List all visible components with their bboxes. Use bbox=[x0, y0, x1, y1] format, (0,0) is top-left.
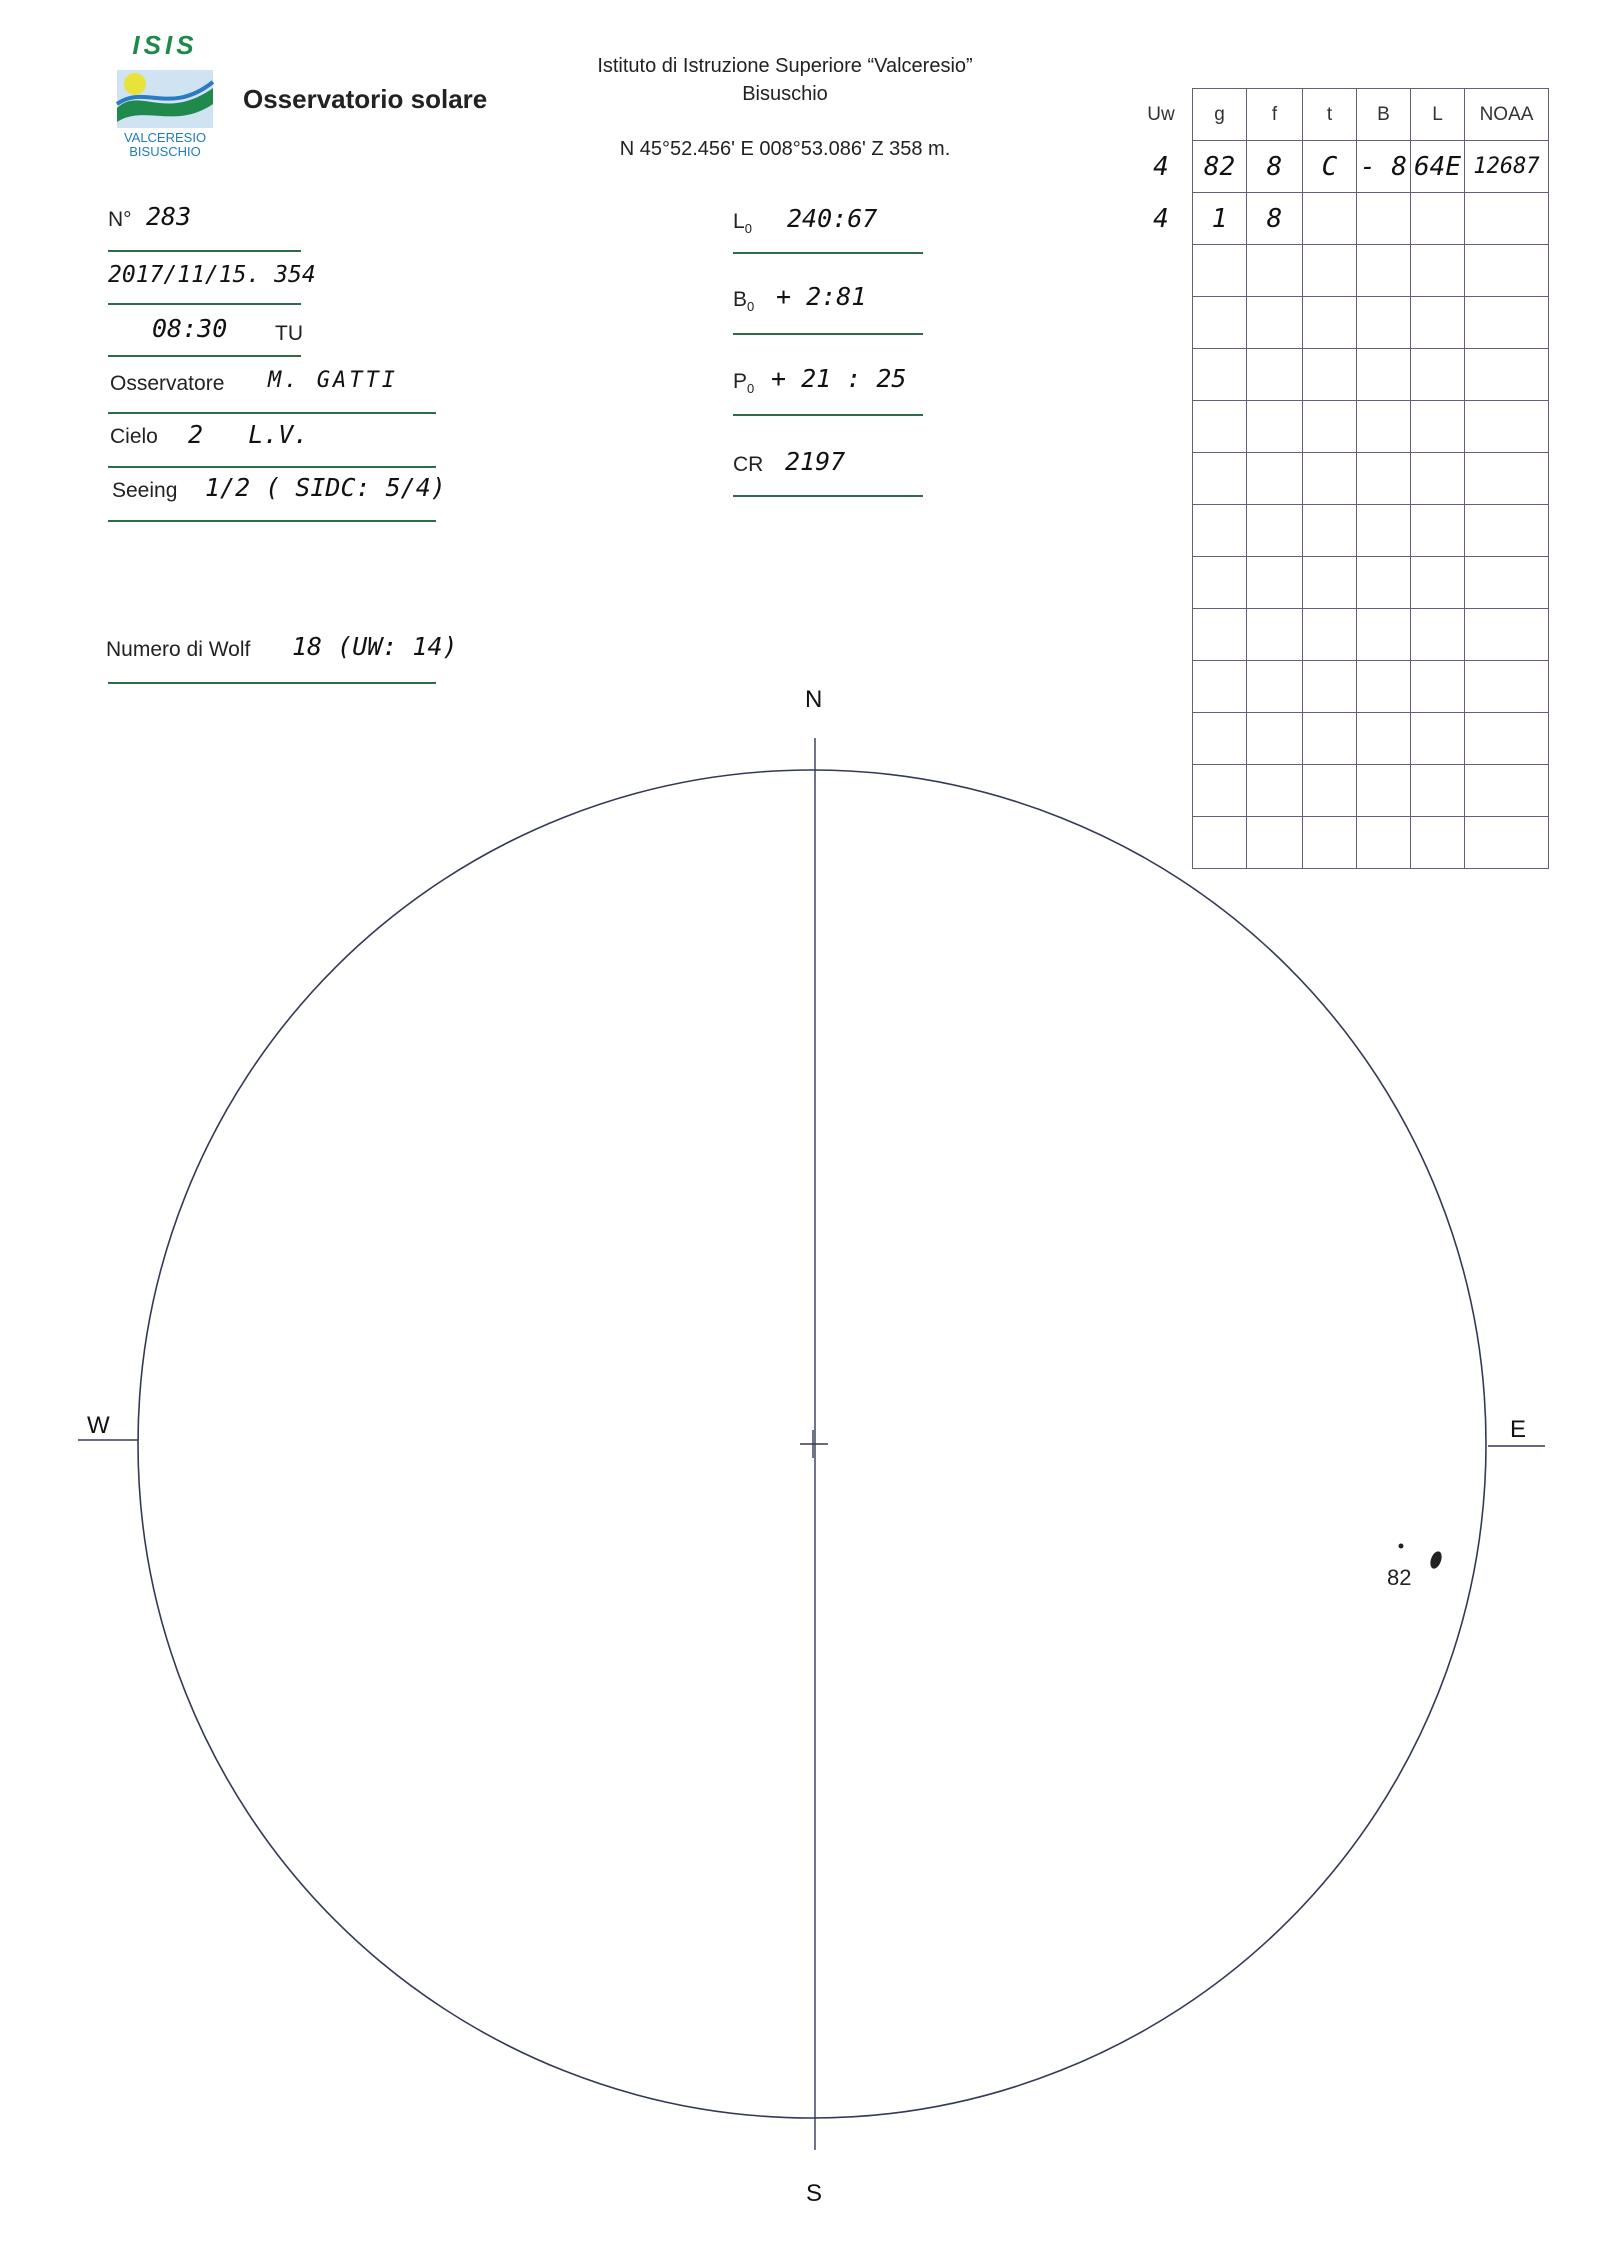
time-value: 08:30 bbox=[152, 314, 228, 343]
observer-value: M. GATTI bbox=[268, 368, 398, 393]
table-cell: 8 bbox=[1247, 141, 1303, 193]
uw-header: Uw bbox=[1147, 103, 1175, 125]
seeing-label: Seeing bbox=[112, 479, 178, 502]
p0-sub: 0 bbox=[747, 381, 755, 397]
p0-value: + 21 : 25 bbox=[771, 364, 907, 393]
observer-label: Osservatore bbox=[110, 372, 225, 395]
col-header-3: t bbox=[1303, 89, 1357, 141]
site-coordinates: N 45°52.456' E 008°53.086' Z 358 m. bbox=[619, 138, 951, 160]
logo-line1: VALCERESIO bbox=[123, 130, 207, 145]
group-label: 82 bbox=[1387, 1565, 1412, 1590]
table-cell: 1 bbox=[1193, 193, 1247, 245]
observatory-title: Osservatorio solare bbox=[243, 84, 488, 114]
cr-label: CR bbox=[733, 453, 764, 476]
compass-east: E bbox=[1510, 1416, 1527, 1443]
institute-city: Bisuschio bbox=[742, 83, 828, 105]
table-cell: 64E bbox=[1411, 141, 1465, 193]
institute-name: Istituto di Istruzione Superiore “Valceresio” bbox=[597, 55, 973, 77]
b0-sub: 0 bbox=[747, 299, 755, 315]
table-cell: 12687 bbox=[1465, 141, 1549, 193]
table-cell: 82 bbox=[1193, 141, 1247, 193]
seeing-value: 1/2 ( SIDC: 5/4) bbox=[205, 473, 446, 502]
date-value: 2017/11/15. 354 bbox=[108, 262, 316, 288]
logo-brand: ISIS bbox=[132, 30, 198, 60]
p0-letter: P bbox=[733, 370, 748, 393]
col-header-4: B bbox=[1357, 89, 1411, 141]
time-suffix: TU bbox=[275, 322, 303, 345]
sky-label: Cielo bbox=[110, 425, 158, 448]
table-cell: C bbox=[1303, 141, 1357, 193]
number-value: 283 bbox=[146, 202, 192, 231]
uw-value: 4 bbox=[1153, 151, 1169, 182]
compass-west: W bbox=[87, 1412, 110, 1439]
wolf-label: Numero di Wolf bbox=[106, 638, 251, 661]
cr-value: 2197 bbox=[785, 447, 846, 476]
compass-south: S bbox=[806, 2180, 823, 2207]
sunspot-leader bbox=[1428, 1550, 1444, 1570]
wolf-value: 18 (UW: 14) bbox=[292, 632, 458, 661]
l0-value: 240:67 bbox=[787, 204, 878, 233]
col-header-1: g bbox=[1193, 89, 1247, 141]
col-header-5: L bbox=[1411, 89, 1465, 141]
col-header-6: NOAA bbox=[1465, 89, 1549, 141]
table-cell: 8 bbox=[1247, 193, 1303, 245]
uw-value: 4 bbox=[1153, 203, 1169, 234]
b0-letter: B bbox=[733, 288, 748, 311]
b0-value: + 2:81 bbox=[776, 282, 867, 311]
logo-line2: BISUSCHIO bbox=[129, 144, 201, 159]
l0-sub: 0 bbox=[744, 221, 752, 237]
sunspot-follower bbox=[1399, 1544, 1404, 1549]
col-header-2: f bbox=[1247, 89, 1303, 141]
compass-north: N bbox=[805, 686, 823, 713]
number-label: N° bbox=[108, 208, 132, 231]
table-cell: - 8 bbox=[1357, 141, 1411, 193]
sky-value: 2 L.V. bbox=[188, 420, 309, 449]
l0-letter: L bbox=[733, 210, 745, 233]
